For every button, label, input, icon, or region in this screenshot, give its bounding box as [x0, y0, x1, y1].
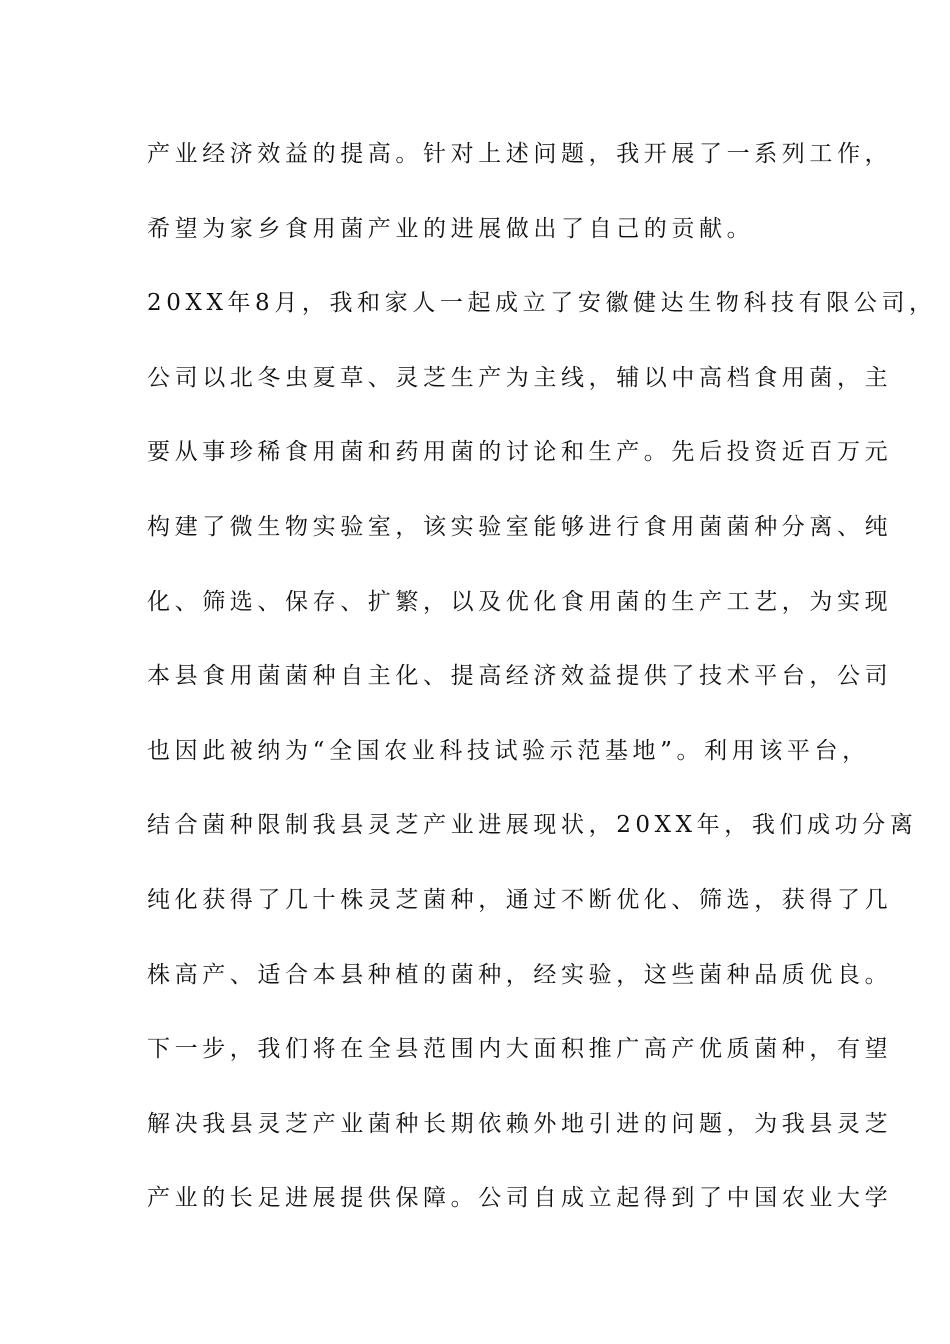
text-line-14: 解决我县灵芝产业菌种长期依赖外地引进的问题，为我县灵芝 [147, 1110, 893, 1137]
text-line-3: 20XX年8月，我和家人一起成立了安徽健达生物科技有限公司， [147, 290, 937, 317]
text-line-11: 纯化获得了几十株灵芝菌种，通过不断优化、筛选，获得了几 [147, 886, 893, 913]
text-line-12: 株高产、适合本县种植的菌种，经实验，这些菌种品质优良。 [147, 961, 893, 988]
text-line-9: 也因此被纳为“全国农业科技试验示范基地”。利用该平台， [147, 737, 870, 764]
body-text [147, 132, 937, 1251]
text-line-13: 下一步，我们将在全县范围内大面积推广高产优质菌种，有望 [147, 1036, 893, 1063]
text-line-2: 希望为家乡食用菌产业的进展做出了自己的贡献。 [147, 215, 755, 242]
text-line-10: 结合菌种限制我县灵芝产业进展现状，20XX年，我们成功分离 [147, 812, 918, 839]
text-line-5: 要从事珍稀食用菌和药用菌的讨论和生产。先后投资近百万元 [147, 439, 893, 466]
text-line-4: 公司以北冬虫夏草、灵芝生产为主线，辅以中高档食用菌，主 [147, 364, 893, 391]
text-line-1: 产业经济效益的提高。针对上述问题，我开展了一系列工作， [147, 141, 893, 167]
text-line-15: 产业的长足进展提供保障。公司自成立起得到了中国农业大学 [147, 1185, 893, 1212]
text-line-6: 构建了微生物实验室，该实验室能够进行食用菌菌种分离、纯 [147, 513, 893, 540]
text-line-7: 化、筛选、保存、扩繁，以及优化食用菌的生产工艺，为实现 [147, 588, 893, 615]
text-line-8: 本县食用菌菌种自主化、提高经济效益提供了技术平台，公司 [147, 663, 893, 690]
